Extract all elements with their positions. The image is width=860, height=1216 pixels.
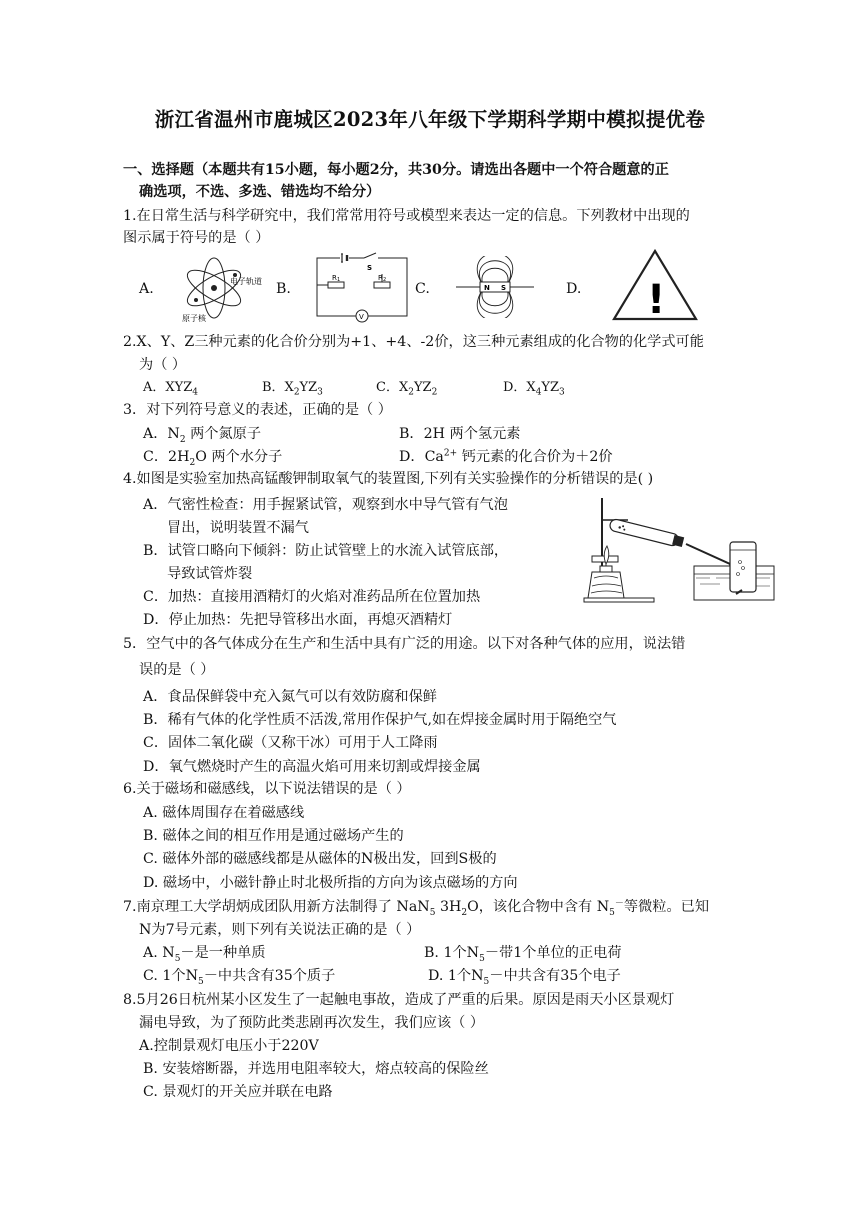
q2-line2: 为（ ）: [139, 357, 187, 373]
q5-option-c: C．固体二氧化碳（又称干冰）可用于人工降雨: [143, 735, 438, 751]
q3-option-c: C．$2H_2O$ 两个水分子: [143, 449, 283, 468]
page-title: 浙江省温州市鹿城区2023年八年级下学期科学期中模拟提优卷: [154, 108, 706, 131]
q7-line2: N为7号元素，则下列有关说法正确的是（ ）: [139, 922, 421, 938]
q8-line2: 漏电导致，为了预防此类悲剧再次发生，我们应该（ ）: [139, 1015, 485, 1031]
q4-option-c: C．加热：直接用酒精灯的火焰对准药品所在位置加热: [143, 589, 481, 605]
circuit-r2-sub: 2: [383, 277, 387, 283]
q6-stem: 6.关于磁场和磁感线，以下说法错误的是（ ）: [123, 781, 411, 797]
q2-option-d: D．$X_4YZ_3$: [503, 380, 565, 398]
magnet-s-label: S: [501, 284, 507, 292]
q5-line1: 5．空气中的各气体成分在生产和生活中具有广泛的用途。以下对各种气体的应用，说法错: [123, 636, 686, 652]
q4-option-d: D．停止加热：先把导管移出水面，再熄灭酒精灯: [143, 612, 453, 628]
q2-option-b: B．$X_2YZ_3$: [262, 380, 323, 398]
q2-line1: 2.X、Y、Z三种元素的化合价分别为+1、+4、-2价，这三种元素组成的化合物的化学式可能: [123, 334, 704, 350]
q7-option-c: C. 1个$N_5-$中共含有35个质子: [143, 968, 336, 987]
oxygen-apparatus-figure: [580, 494, 778, 604]
atom-orbit-label: 电子轨道: [230, 277, 262, 286]
atom-model-figure: [180, 254, 272, 324]
circuit-switch-label: S: [367, 264, 373, 272]
atom-nucleus-label: 原子核: [182, 314, 206, 323]
q8-line1: 8.5月26日杭州某小区发生了一起触电事故，造成了严重的后果。原因是雨天小区景观灯: [123, 992, 675, 1008]
q4-option-b-line1: B．试管口略向下倾斜：防止试管壁上的水流入试管底部，: [143, 543, 509, 559]
q4-option-a-line2: 冒出，说明装置不漏气: [167, 520, 309, 536]
q6-option-b: B. 磁体之间的相互作用是通过磁场产生的: [143, 828, 404, 844]
q7-option-d: D. 1个$N_5-$中共含有35个电子: [428, 968, 621, 987]
q2-option-c: C．$X_2YZ_2$: [376, 380, 438, 398]
q5-option-a: A．食品保鲜袋中充入氮气可以有效防腐和保鲜: [143, 689, 437, 705]
q3-option-b: B．2H 两个氢元素: [399, 426, 521, 442]
q3-option-a: A．$N_2$ 两个氮原子: [143, 426, 262, 445]
section1-line2: 确选项，不选、多选、错选均不给分）: [139, 184, 381, 200]
section1-line1: 一、选择题（本题共有15小题，每小题2分，共30分。请选出各题中一个符合题意的正: [123, 162, 669, 178]
circuit-voltmeter-label: V: [359, 313, 364, 321]
q8-option-c: C. 景观灯的开关应并联在电路: [143, 1084, 333, 1100]
q1-option-c: C.: [415, 281, 430, 297]
q1-line1: 1.在日常生活与科学研究中，我们常常用符号或模型来表达一定的信息。下列教材中出现的: [123, 208, 690, 224]
circuit-r1-label: R: [332, 274, 337, 282]
q1-line2: 图示属于符号的是（ ）: [123, 230, 270, 246]
q8-option-b: B. 安装熔断器，并选用电阻率较大，熔点较高的保险丝: [143, 1061, 489, 1077]
magnetic-field-figure: [452, 256, 538, 318]
q4-option-a-line1: A．气密性检查：用手握紧试管，观察到水中导气管有气泡: [143, 497, 508, 513]
magnet-n-label: N: [484, 284, 490, 292]
q3-stem: 3．对下列符号意义的表述，正确的是（ ）: [123, 402, 392, 418]
q4-stem: 4.如图是实验室加热高锰酸钾制取氧气的装置图,下列有关实验操作的分析错误的是( ): [123, 471, 654, 487]
q1-option-b: B.: [276, 281, 291, 297]
circuit-diagram-figure: [312, 252, 412, 324]
q2-option-a: A．$XYZ_4$: [143, 380, 198, 398]
q6-option-c: C. 磁体外部的磁感线都是从磁体的N极出发，回到S极的: [143, 851, 497, 867]
q8-option-a: A.控制景观灯电压小于220V: [139, 1038, 319, 1054]
q5-option-d: D．氧气燃烧时产生的高温火焰可用来切割或焊接金属: [143, 759, 481, 775]
q7-option-b: B. 1个$N_5-$带1个单位的正电荷: [424, 945, 622, 964]
q3-option-d: D．$Ca^{2+}$ 钙元素的化合价为＋2价: [399, 448, 613, 465]
warning-sign-figure: [610, 247, 700, 323]
q1-option-d: D.: [566, 281, 582, 297]
circuit-r1-sub: 1: [337, 277, 341, 283]
warning-exclamation-icon: !: [647, 277, 666, 323]
q4-option-b-line2: 导致试管炸裂: [167, 566, 253, 582]
q7-line1: 7.南京理工大学胡炳成团队用新方法制得了 NaN$_5$ $3H_2O$，该化合物中含有 $N_5^-$等微粒。已知: [123, 898, 710, 918]
q1-option-a: A.: [139, 281, 154, 297]
q6-option-a: A. 磁体周围存在着磁感线: [143, 805, 305, 821]
q6-option-d: D. 磁场中，小磁针静止时北极所指的方向为该点磁场的方向: [143, 875, 518, 891]
q7-option-a: A. $N_5-$是一种单质: [143, 945, 266, 964]
q5-line2: 误的是（ ）: [139, 662, 215, 678]
q5-option-b: B．稀有气体的化学性质不活泼,常用作保护气,如在焊接金属时用于隔绝空气: [143, 712, 617, 728]
circuit-r2-label: R: [378, 274, 383, 282]
